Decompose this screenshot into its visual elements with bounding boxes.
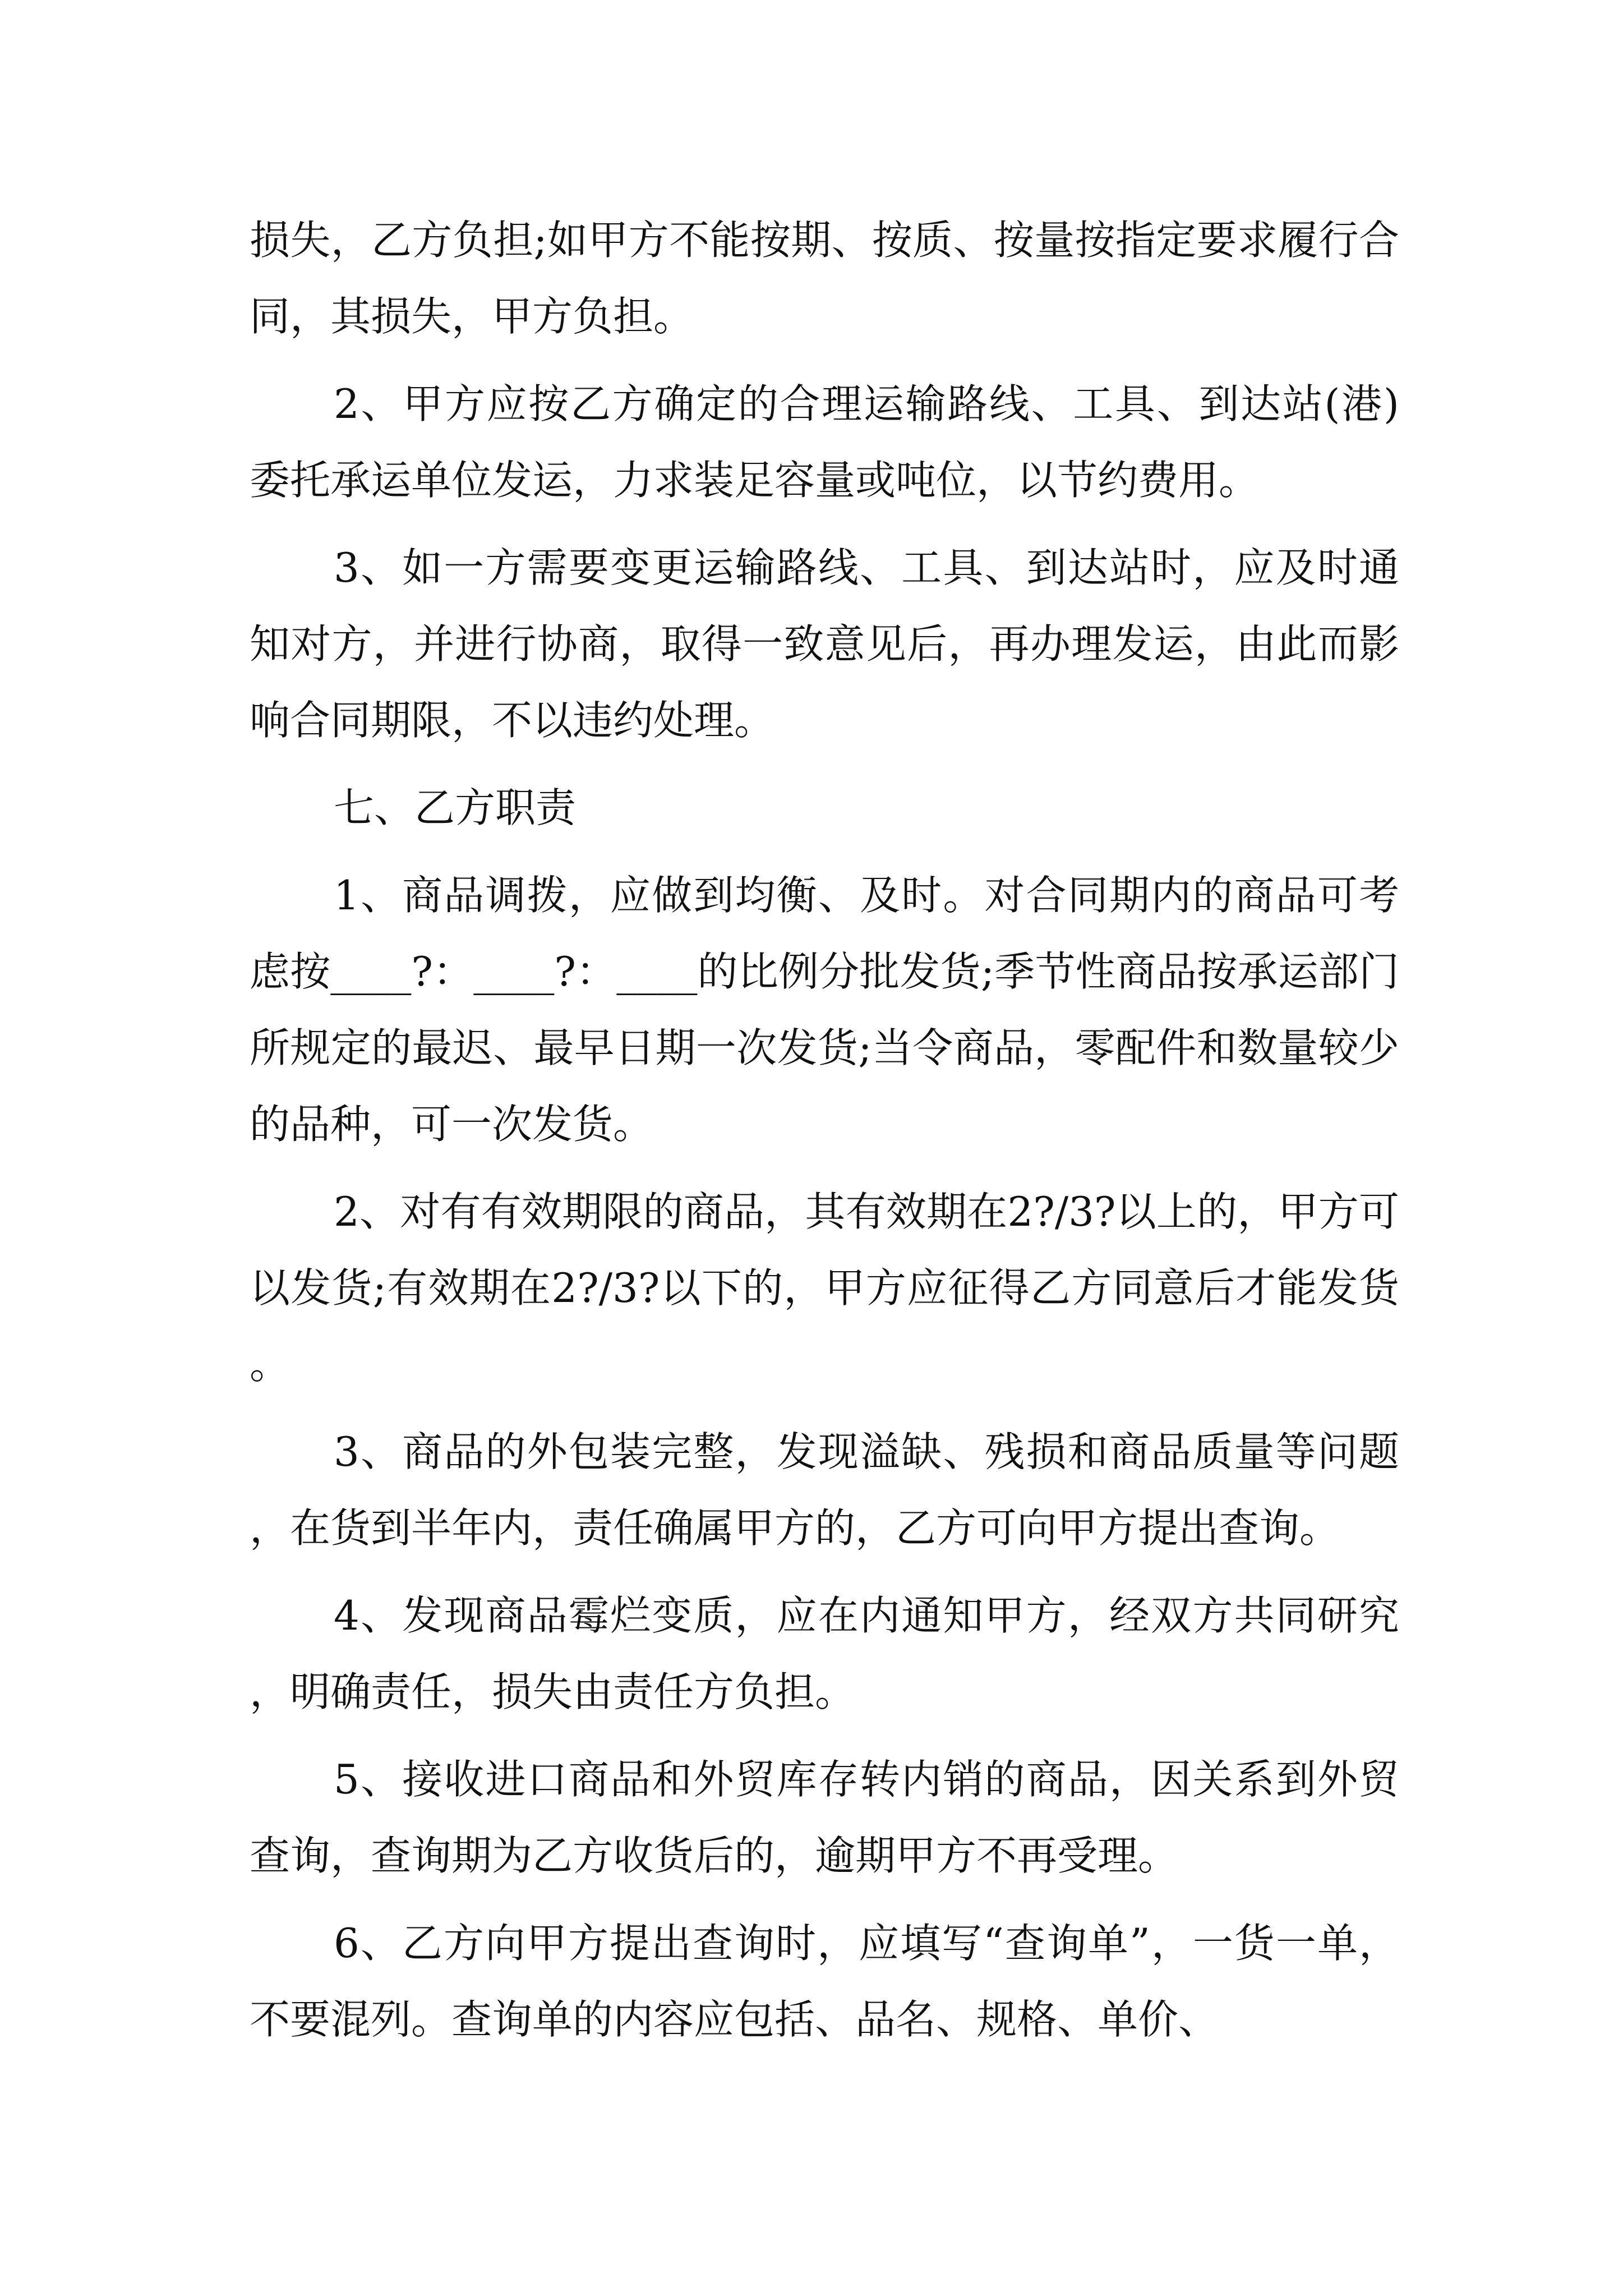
paragraph-item-2: 2、对有有效期限的商品，其有效期在2?/3?以上的，甲方可以发货;有效期在2?/3?以下的，甲方应征得乙方同意后才能发货。 <box>250 1188 1399 1388</box>
paragraph-continuation: 损失，乙方负担;如甲方不能按期、按质、按量按指定要求履行合同，其损失，甲方负担。 <box>250 217 1399 340</box>
paragraph-item-4: 4、发现商品霉烂变质，应在内通知甲方，经双方共同研究，明确责任，损失由责任方负担。 <box>250 1592 1399 1715</box>
paragraph-item-3: 3、商品的外包装完整，发现溢缺、残损和商品质量等问题，在货到半年内，责任确属甲方的，乙方可向甲方提出查询。 <box>250 1428 1399 1552</box>
paragraph-item-6: 6、乙方向甲方提出查询时，应填写“查询单”，一货一单，不要混列。查询单的内容应包括、品名、规格、单价、 <box>250 1920 1399 2043</box>
paragraph-clause-2: 2、甲方应按乙方确定的合理运输路线、工具、到达站(港)委托承运单位发运，力求装足容量或吨位，以节约费用。 <box>250 380 1399 504</box>
document-body <box>250 202 1399 2058</box>
section-heading: 七、乙方职责 <box>334 784 577 831</box>
paragraph-item-1: 1、商品调拨，应做到均衡、及时。对合同期内的商品可考虑按____?：____?：____的比例分批发货;季节性商品按承运部门所规定的最迟、最早日期一次发货;当令商品，零配件和数量较少的品种，可一次发货。 <box>250 872 1399 1148</box>
paragraph-item-5: 5、接收进口商品和外贸库存转内销的商品，因关系到外贸查询，查询期为乙方收货后的，逾期甲方不再受理。 <box>250 1756 1399 1879</box>
paragraph-clause-3: 3、如一方需要变更运输路线、工具、到达站时，应及时通知对方，并进行协商，取得一致意见后，再办理发运，由此而影响合同期限，不以违约处理。 <box>250 544 1399 744</box>
